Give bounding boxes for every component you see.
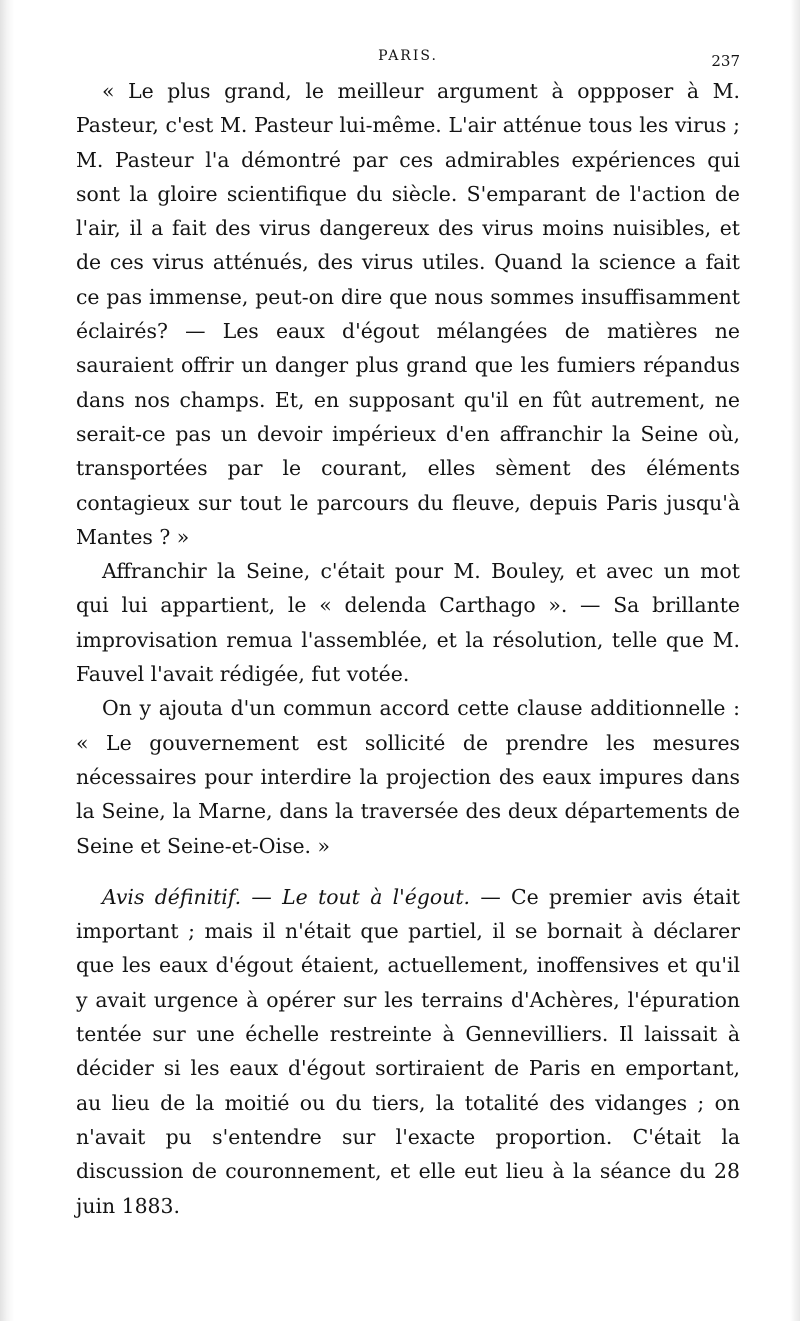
running-head: [76, 46, 740, 74]
paragraph-affranchir-seine: Affranchir la Seine, c'était pour M. Bouley, et avec un mot qui lui appartient, le « delenda Carthago ». — Sa brillante improvisation remua l'assemblée, et la résolution, telle que M. Fauvel l'avait rédigée, fut votée.: [76, 559, 740, 687]
paragraph-italic-lead: Avis définitif. — Le tout à l'égout.: [102, 884, 470, 909]
book-page: [76, 46, 740, 1223]
paragraph-clause-additionnelle: On y ajouta d'un commun accord cette clause additionnelle : « Le gouvernement est sollicité de prendre les mesures nécessaires pour interdire la projection des eaux impures dans la Seine, la Marne, dans la traversée des deux départements de Seine et Seine-et-Oise. »: [76, 696, 740, 858]
paragraph-quote-bouley: « Le plus grand, le meilleur argument à oppposer à M. Pasteur, c'est M. Pasteur lui-même. L'air atténue tous les virus ; M. Pasteur l'a démontré par ces admirables expériences qui sont la gloire scientifique du siècle. S'emparant de l'action de l'air, il a fait des virus dangereux des virus moins nuisibles, et de ces virus atténués, des virus utiles. Quand la science a fait ce pas immense, peut-on dire que nous sommes insuffisamment éclairés? — Les eaux d'égout mélangées de matières ne sauraient offrir un danger plus grand que les fumiers répandus dans nos champs. Et, en supposant qu'il en fût autrement, ne serait-ce pas un devoir impérieux d'en affranchir la Seine où, transportées par le courant, elles sèment des éléments contagieux sur tout le parcours du fleuve, depuis Paris jusqu'à Mantes ? »: [76, 79, 740, 549]
running-title: PARIS.: [378, 48, 438, 64]
paragraph-avis-text: — Ce premier avis était important ; mais il n'était que partiel, il se bornait à déclarer que les eaux d'égout étaient, actuellement, inoffensives et qu'il y avait urgence à opérer sur les terrains d'Achères, l'épuration tentée sur une échelle restreinte à Gennevilliers. Il laissait à décider si les eaux d'égout sortiraient de Paris en emportant, au lieu de la moitié ou du tiers, la totalité des vidanges ; on n'avait pu s'entendre sur l'exacte proportion. C'était la discussion de couronnement, et elle eut lieu à la séance du 28 juin 1883.: [76, 884, 740, 1218]
body-text: [76, 74, 740, 1223]
paragraph-avis-definitif: [76, 880, 740, 1223]
page-number: 237: [711, 52, 740, 70]
page-edge-shadow-left: [0, 0, 14, 1321]
page-edge-shadow-right: [790, 0, 800, 1321]
